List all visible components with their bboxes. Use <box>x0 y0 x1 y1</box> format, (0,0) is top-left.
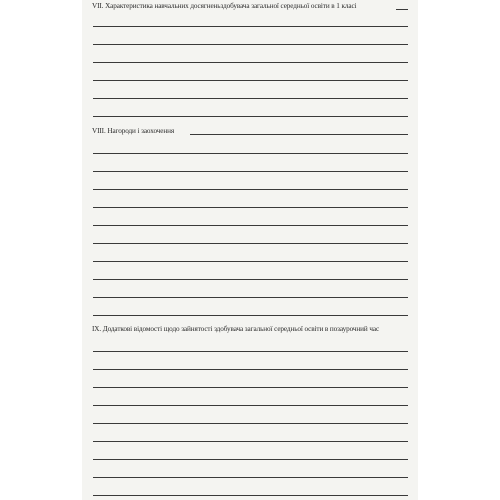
section-ix-heading: IX. Додаткові відомості щодо зайнятості здобувача загальної середньої освіти в позаурочний час <box>92 325 380 333</box>
writing-line <box>93 405 408 406</box>
writing-line <box>93 351 408 352</box>
section-viii-heading-underline <box>190 134 408 135</box>
section-vii-heading-underline <box>396 9 408 10</box>
writing-line <box>93 441 408 442</box>
writing-line <box>93 80 408 81</box>
writing-line <box>93 423 408 424</box>
writing-line <box>93 477 408 478</box>
writing-line <box>93 62 408 63</box>
writing-line <box>93 153 408 154</box>
writing-line <box>93 207 408 208</box>
writing-line <box>93 297 408 298</box>
writing-line <box>93 261 408 262</box>
writing-line <box>93 243 408 244</box>
writing-line <box>93 98 408 99</box>
writing-line <box>93 189 408 190</box>
writing-line <box>93 44 408 45</box>
section-vii-heading: VII. Характеристика навчальних досягненьздобувача загальної середньої освіти в 1 класі <box>92 2 357 10</box>
writing-line <box>93 26 408 27</box>
section-viii-heading: VIII. Нагороди і заохочення <box>92 127 175 135</box>
document-page <box>82 0 418 500</box>
writing-line <box>93 171 408 172</box>
writing-line <box>93 225 408 226</box>
writing-line <box>93 369 408 370</box>
writing-line <box>93 116 408 117</box>
writing-line <box>93 459 408 460</box>
writing-line <box>93 279 408 280</box>
writing-line <box>93 387 408 388</box>
writing-line <box>93 315 408 316</box>
writing-line <box>93 495 408 496</box>
